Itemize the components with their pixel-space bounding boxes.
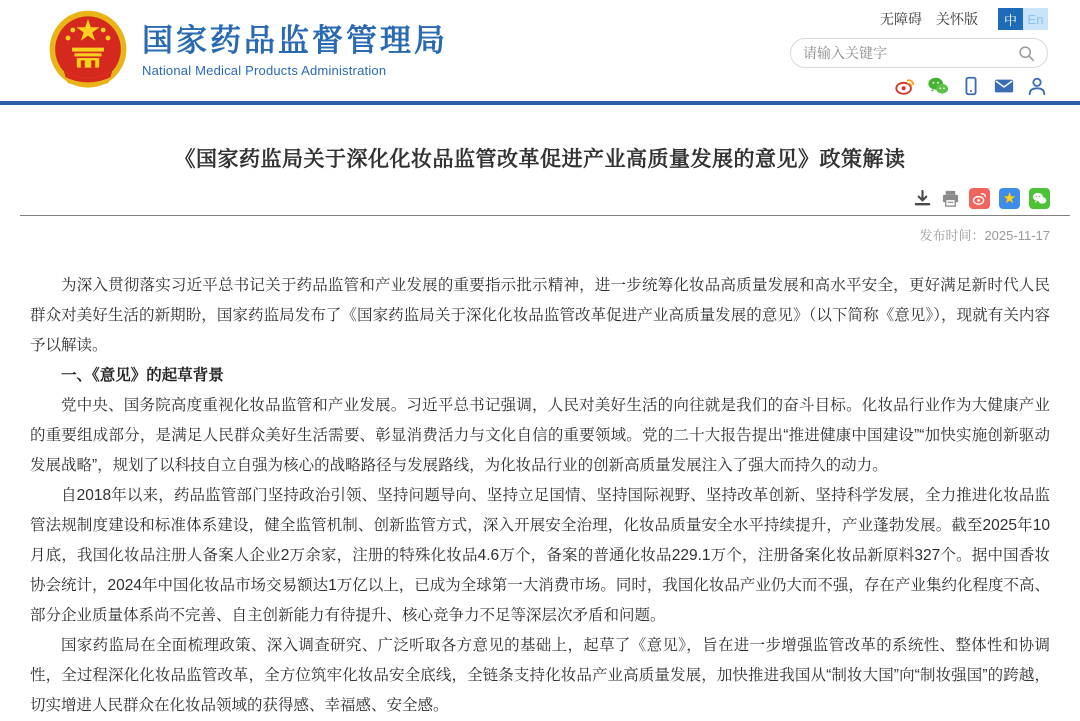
title-divider — [20, 215, 1070, 216]
share-qzone-icon[interactable] — [999, 188, 1020, 209]
header-utilities — [778, 8, 1048, 97]
lang-zh-button[interactable]: 中 — [998, 8, 1023, 30]
publish-time: 发布时间：2025-11-17 — [919, 228, 1050, 243]
article-container — [30, 143, 1050, 721]
site-title — [142, 22, 448, 79]
download-icon[interactable] — [913, 189, 932, 208]
site-name-en: National Medical Products Administration — [142, 63, 387, 79]
section-heading: 一、《意见》的起草背景 — [61, 367, 224, 384]
user-icon[interactable] — [1026, 75, 1048, 97]
national-emblem-icon — [48, 9, 128, 91]
mobile-icon[interactable] — [960, 75, 982, 97]
paragraph: 国家药监局在全面梳理政策、深入调查研究、广泛听取各方意见的基础上，起草了《意见》，旨在进一步增强监管改革的系统性、整体性和协调性，全过程深化化妆品监管改革，全方位筑牢化妆品安全底线，全链条支持化妆品产业高质量发展，加快推进我国从“制妆大国”向“制妆强国”的跨越，切实增进人民群众在化妆品领域的获得感、幸福感、安全感。 — [30, 637, 1050, 714]
email-icon[interactable] — [993, 75, 1015, 97]
search-box[interactable] — [790, 38, 1048, 68]
care-version-link[interactable]: 关怀版 — [936, 11, 978, 27]
paragraph: 为深入贯彻落实习近平总书记关于药品监管和产业发展的重要指示批示精神，进一步统筹化妆品高质量发展和高水平安全，更好满足新时代人民群众对美好生活的新期盼，国家药监局发布了《国家药监局关于深化化妆品监管改革促进产业高质量发展的意见》（以下简称《意见》），现就有关内容予以解读。 — [30, 277, 1050, 354]
header-social-icons — [778, 75, 1048, 97]
weibo-icon[interactable] — [894, 75, 916, 97]
wechat-icon[interactable] — [927, 75, 949, 97]
site-logo[interactable] — [48, 9, 448, 91]
page-title: 《国家药监局关于深化化妆品监管改革促进产业高质量发展的意见》政策解读 — [174, 148, 906, 171]
language-toggle — [998, 8, 1048, 30]
article-body — [30, 271, 1050, 721]
site-name-zh: 国家药品监督管理局 — [142, 22, 448, 58]
header-divider-bar — [0, 101, 1080, 105]
share-wechat-icon[interactable] — [1029, 188, 1050, 209]
article-toolbar — [30, 188, 1050, 209]
print-icon[interactable] — [941, 189, 960, 208]
accessibility-link[interactable]: 无障碍 — [880, 11, 922, 27]
paragraph: 自2018年以来，药品监管部门坚持政治引领、坚持问题导向、坚持立足国情、坚持国际视野、坚持改革创新、坚持科学发展，全力推进化妆品监管法规制度建设和标准体系建设，健全监管机制、创新监管方式，深入开展安全治理，化妆品质量安全水平持续提升，产业蓬勃发展。截至2025年10月底，我国化妆品注册人备案人企业2万余家，注册的特殊化妆品4.6万个，备案的普通化妆品229.1万个，注册备案化妆品新原料327个。据中国香妆协会统计，2024年中国化妆品市场交易额达1万亿以上，已成为全球第一大消费市场。同时，我国化妆品产业仍大而不强，存在产业集约化程度不高、部分企业质量体系尚不完善、自主创新能力有待提升、核心竞争力不足等深层次矛盾和问题。 — [30, 487, 1050, 624]
star-icon: ★ — [1002, 190, 1017, 207]
search-icon[interactable] — [1018, 45, 1035, 62]
paragraph: 党中央、国务院高度重视化妆品监管和产业发展。习近平总书记强调，人民对美好生活的向往就是我们的奋斗目标。化妆品行业作为大健康产业的重要组成部分，是满足人民群众美好生活需要、彰显消费活力与文化自信的重要领域。党的二十大报告提出“推进健康中国建设”“加快实施创新驱动发展战略”，规划了以科技自立自强为核心的战略路径与发展路线，为化妆品行业的创新高质量发展注入了强大而持久的动力。 — [30, 397, 1050, 474]
search-input[interactable] — [803, 45, 1018, 61]
share-weibo-icon[interactable] — [969, 188, 990, 209]
lang-en-button[interactable]: En — [1023, 8, 1048, 30]
site-header — [0, 0, 1080, 101]
